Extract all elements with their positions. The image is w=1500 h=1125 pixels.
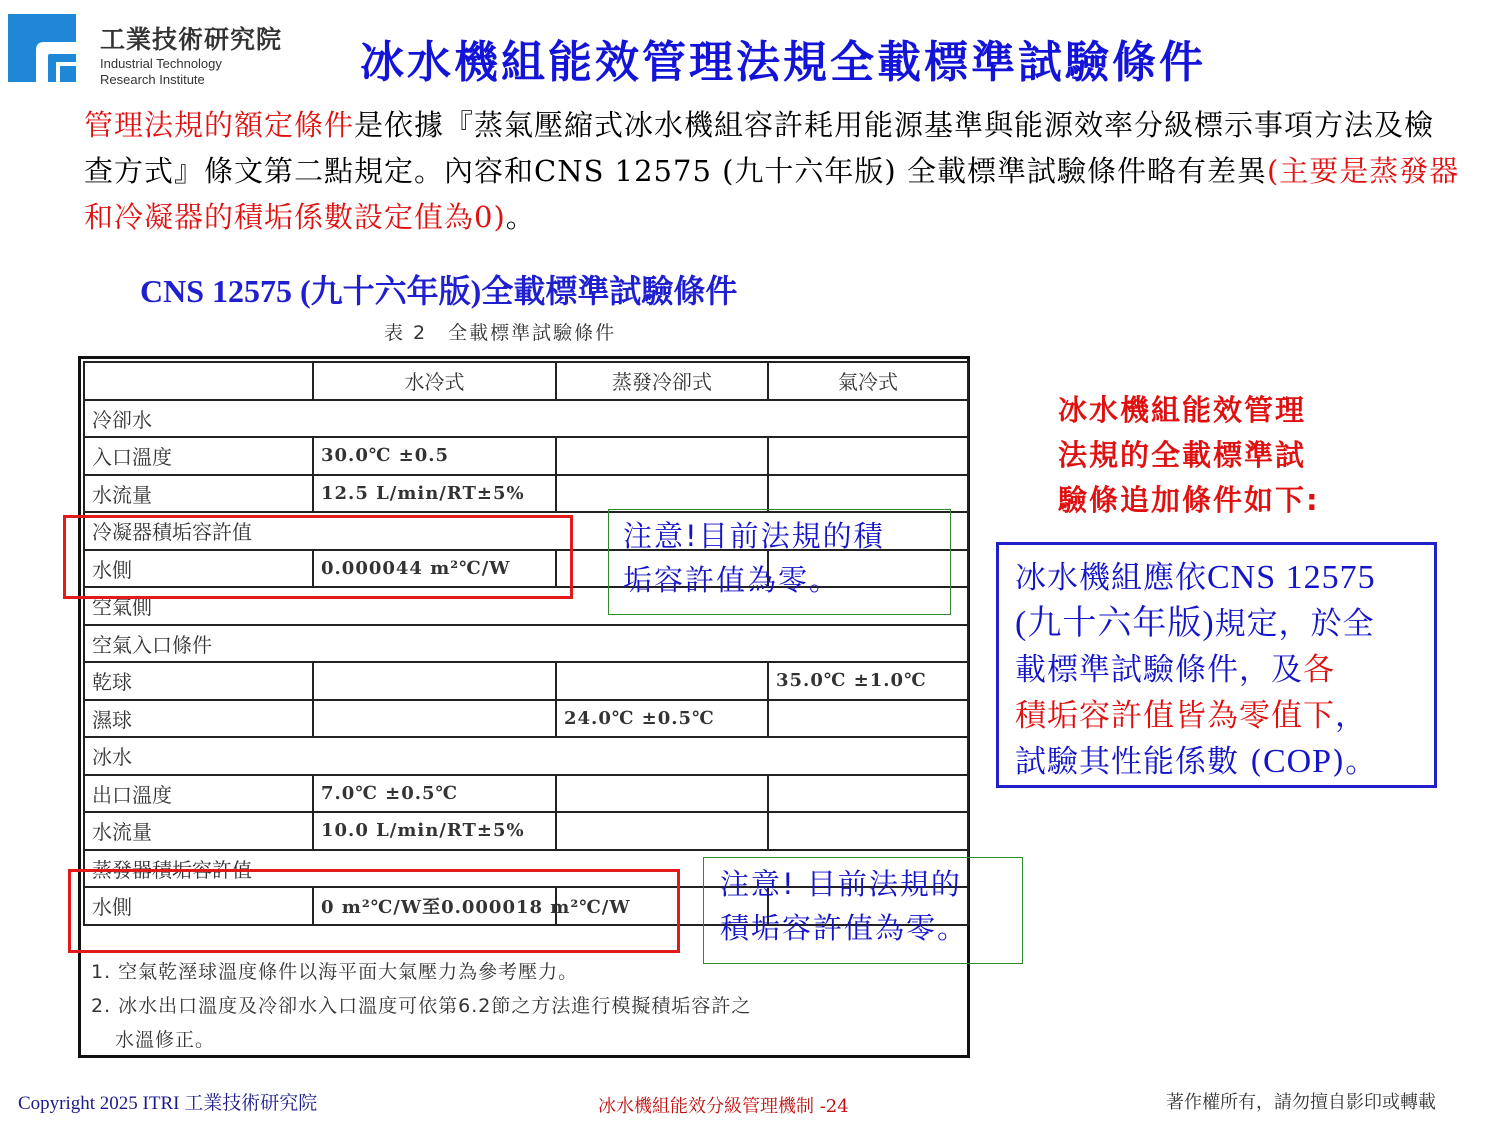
note-line: 垢容許值為零。: [623, 563, 841, 597]
section-label: 冰水: [84, 737, 968, 775]
itri-logo-icon: [8, 14, 76, 82]
table-cell: 0.000044 m²℃/W: [313, 550, 556, 588]
footer-page-label: 冰水機組能效分級管理機制 -24: [598, 1096, 849, 1117]
evaporator-note-box: [703, 857, 1023, 964]
side-heading-line: 法規的全載標準試: [1058, 438, 1307, 472]
table-cell: [556, 662, 768, 700]
condenser-fouling-highlight: [63, 515, 573, 599]
side-heading: [1058, 388, 1458, 523]
additional-condition-box: [996, 542, 1437, 788]
condenser-note-box: [608, 509, 951, 615]
header-cell: 蒸發冷卻式: [556, 362, 768, 400]
table-cell: [313, 662, 556, 700]
table-cell: [768, 437, 968, 475]
table-cell: [768, 812, 968, 850]
side-text: 試驗其性能係數 (: [1015, 744, 1263, 780]
table-cell: 7.0℃ ±0.5℃: [313, 775, 556, 813]
side-text: )。: [1332, 744, 1378, 780]
side-heading-line: 冰水機組能效管理: [1058, 393, 1307, 427]
slide-title: 冰水機組能效管理法規全載標準試驗條件: [360, 37, 1206, 88]
table-note: 水溫修正。: [115, 1029, 216, 1051]
logo-chinese-name: 工業技術研究院: [100, 25, 283, 54]
table-section-row: [84, 400, 968, 438]
table-cell: 30.0℃ ±0.5: [313, 437, 556, 475]
table-section-row: [84, 625, 968, 663]
intro-text-1: 是依據『蒸氣壓縮式冰水機組容許耗用能源基準與能源效率分級標示事項方法及檢查方式』條文第二點規定。內容和CNS 12575 (九十六年版) 全載標準試驗條件略有差異: [84, 108, 1435, 188]
test-conditions-table: [83, 361, 969, 926]
table-cell: [768, 475, 968, 513]
table-row: [84, 475, 968, 513]
table-notes: [91, 955, 961, 1057]
section-label: 冷凝器積垢容許值: [84, 512, 968, 550]
table-section-row: [84, 737, 968, 775]
table-cell: 0 m²℃/W至0.000018 m²℃/W: [313, 887, 556, 925]
side-text: (九十六年版): [1015, 605, 1215, 642]
table-caption: 表 2 全載標準試驗條件: [384, 322, 617, 344]
side-text: COP: [1262, 743, 1333, 780]
row-label: 濕球: [84, 700, 313, 738]
side-highlight: 積垢容許值皆為零值下: [1015, 698, 1335, 734]
side-text: 載標準試驗條件，及: [1015, 652, 1303, 688]
section-label: 蒸發器積垢容許值: [84, 850, 968, 888]
table-cell: [556, 775, 768, 813]
table-cell: 10.0 L/min/RT±5%: [313, 812, 556, 850]
table-subheading: CNS 12575 (九十六年版)全載標準試驗條件: [140, 273, 738, 309]
logo-english-line2: Research Institute: [100, 72, 205, 87]
table-cell: [313, 700, 556, 738]
logo-english-line1: Industrial Technology: [100, 56, 222, 71]
itri-logo: [8, 14, 308, 87]
table-note: 2. 冰水出口溫度及冷卻水入口溫度可依第6.2節之方法進行模擬積垢容許之: [91, 995, 752, 1017]
side-text: ，: [1335, 698, 1367, 734]
row-label: 水流量: [84, 812, 313, 850]
table-note: 1. 空氣乾溼球溫度條件以海平面大氣壓力為參考壓力。: [91, 961, 579, 983]
evaporator-fouling-highlight: [68, 869, 680, 953]
header-cell: 氣冷式: [768, 362, 968, 400]
side-heading-line: 驗條追加條件如下:: [1058, 483, 1320, 517]
note-line: 注意!目前法規的積: [623, 519, 885, 553]
section-label: 冷卻水: [84, 400, 968, 438]
table-body: [84, 400, 968, 925]
intro-paragraph: [84, 102, 1464, 240]
note-line: 積垢容許值為零。: [720, 911, 969, 945]
table-cell: [768, 700, 968, 738]
table-cell: [556, 437, 768, 475]
table-row: [84, 700, 968, 738]
section-label: 空氣側: [84, 587, 968, 625]
header-cell: 水冷式: [313, 362, 556, 400]
table-header-row: [84, 362, 968, 400]
footer-copyright: Copyright 2025 ITRI 工業技術研究院: [18, 1093, 318, 1114]
row-label: 乾球: [84, 662, 313, 700]
section-label: 空氣入口條件: [84, 625, 968, 663]
note-line: 注意! 目前法規的: [720, 867, 962, 901]
table-cell: [556, 812, 768, 850]
footer-rights-notice: 著作權所有，請勿擅自影印或轉載: [1166, 1092, 1436, 1113]
table-cell: 12.5 L/min/RT±5%: [313, 475, 556, 513]
intro-highlight-2: (主要是蒸發器和冷凝器的積垢係數設定值為0): [84, 154, 1460, 234]
intro-text-2: 。: [505, 200, 536, 234]
table-cell: 24.0℃ ±0.5℃: [556, 700, 768, 738]
table-row: [84, 775, 968, 813]
row-label: 入口溫度: [84, 437, 313, 475]
table-cell: [556, 475, 768, 513]
row-label: 水側: [84, 887, 313, 925]
side-text: CNS 12575: [1207, 559, 1376, 596]
table-cell: [768, 775, 968, 813]
header-cell: [84, 362, 313, 400]
table-row: [84, 662, 968, 700]
row-label: 水側: [84, 550, 313, 588]
row-label: 出口溫度: [84, 775, 313, 813]
table-row: [84, 812, 968, 850]
side-text: 冰水機組應依: [1015, 560, 1207, 596]
intro-highlight-1: 管理法規的額定條件: [84, 108, 355, 142]
side-highlight: 各: [1303, 652, 1335, 688]
table-row: [84, 437, 968, 475]
side-text: 規定，於全: [1214, 606, 1375, 642]
table-cell: 35.0℃ ±1.0℃: [768, 662, 968, 700]
row-label: 水流量: [84, 475, 313, 513]
